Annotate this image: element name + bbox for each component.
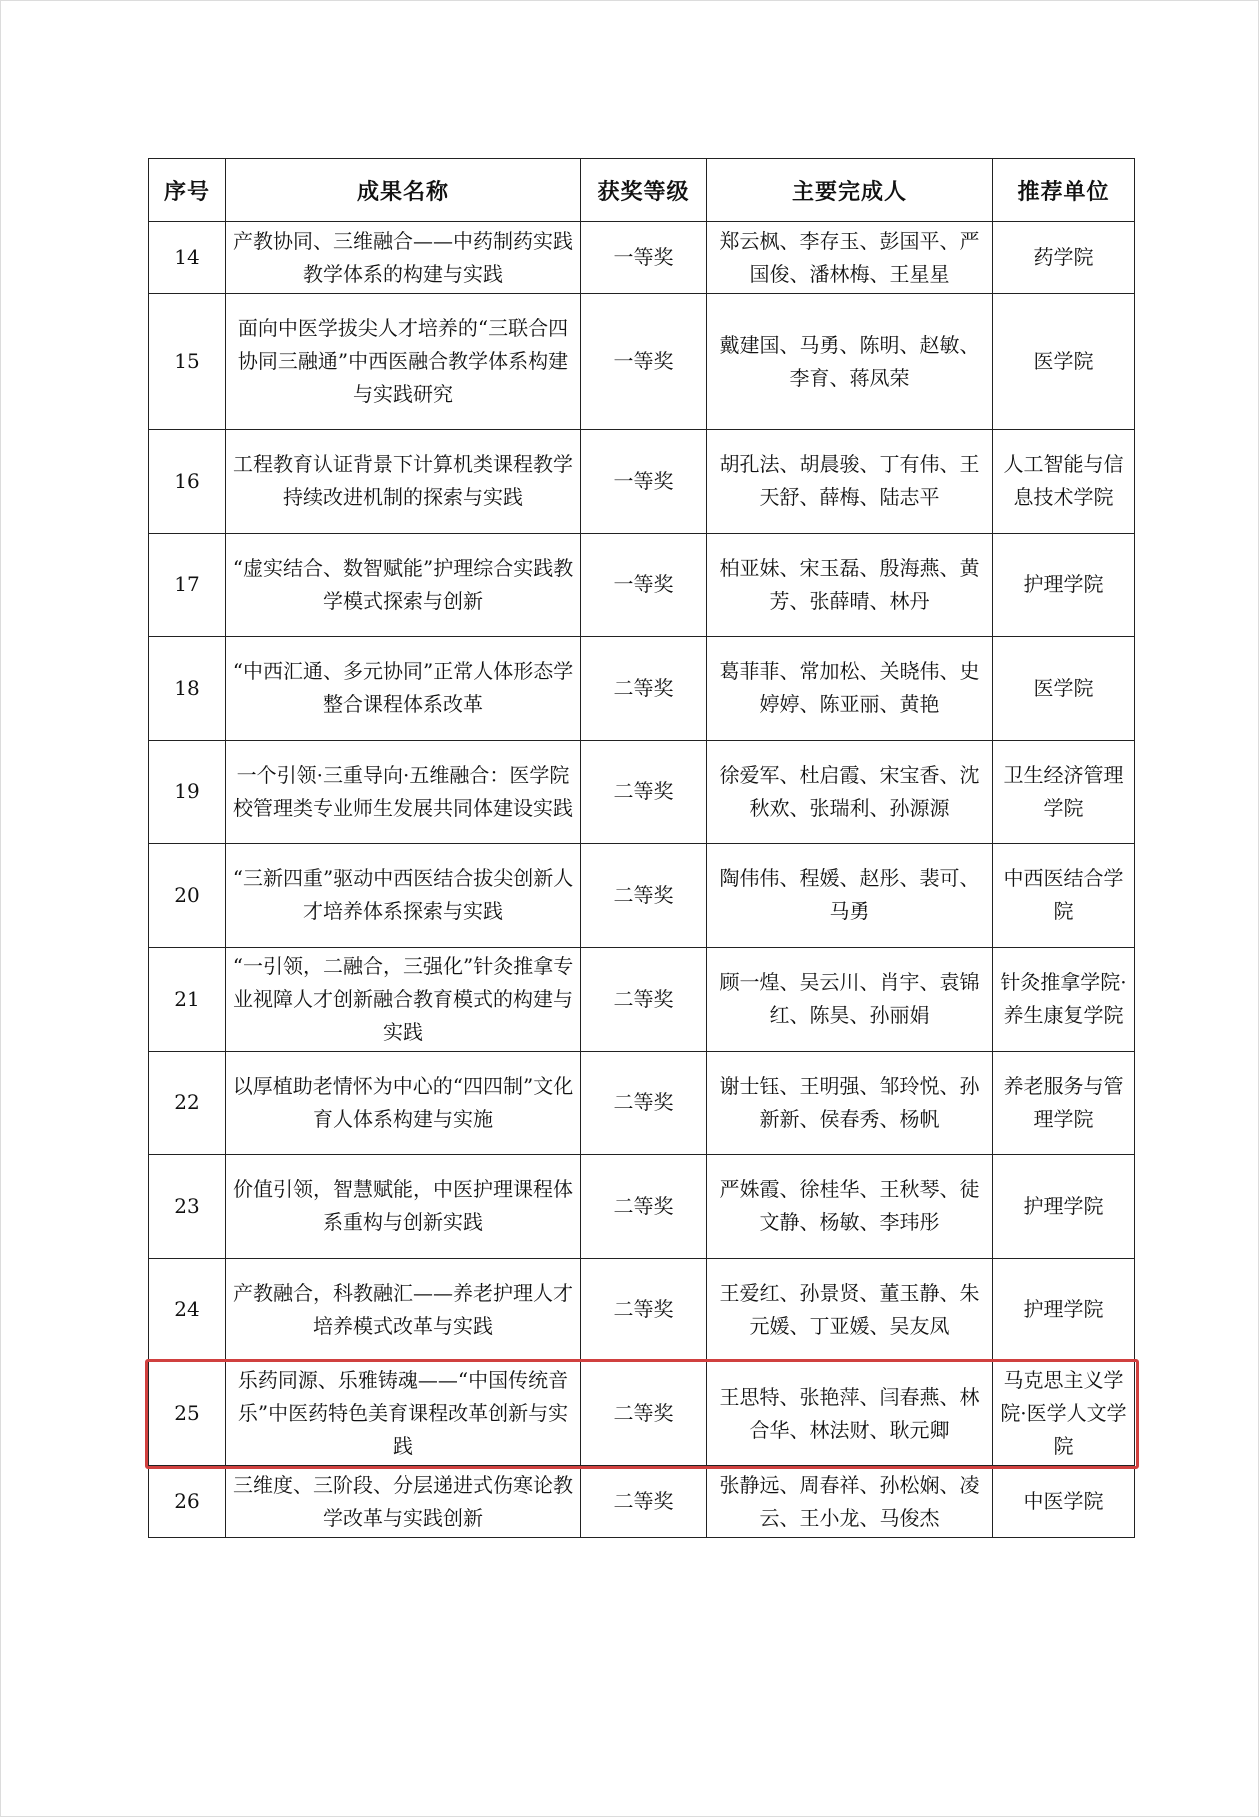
row-no: 18 (149, 637, 226, 741)
row-people: 柏亚妹、宋玉磊、殷海燕、黄芳、张薛晴、林丹 (707, 533, 993, 637)
table-row (149, 430, 1135, 534)
row-no: 21 (149, 947, 226, 1051)
row-unit: 护理学院 (993, 1155, 1135, 1259)
row-no: 16 (149, 430, 226, 534)
table-row (149, 1466, 1135, 1538)
row-no: 20 (149, 844, 226, 948)
row-no: 23 (149, 1155, 226, 1259)
row-no: 19 (149, 740, 226, 844)
row-unit: 人工智能与信息技术学院 (993, 430, 1135, 534)
row-unit: 中医学院 (993, 1466, 1135, 1538)
row-people: 徐爱军、杜启霞、宋宝香、沈秋欢、张瑞利、孙源源 (707, 740, 993, 844)
row-people: 郑云枫、李存玉、彭国平、严国俊、潘林梅、王星星 (707, 222, 993, 294)
row-name: 工程教育认证背景下计算机类课程教学持续改进机制的探索与实践 (226, 430, 581, 534)
header-people: 主要完成人 (707, 159, 993, 222)
row-level: 二等奖 (581, 1258, 707, 1362)
row-name: 产教协同、三维融合——中药制药实践教学体系的构建与实践 (226, 222, 581, 294)
row-people: 顾一煌、吴云川、肖宇、袁锦红、陈昊、孙丽娟 (707, 947, 993, 1051)
table-row (149, 294, 1135, 430)
row-no: 24 (149, 1258, 226, 1362)
table-row (149, 1155, 1135, 1259)
row-level: 二等奖 (581, 1051, 707, 1155)
row-name: 面向中医学拔尖人才培养的“三联合四协同三融通”中西医融合教学体系构建与实践研究 (226, 294, 581, 430)
row-unit: 养老服务与管理学院 (993, 1051, 1135, 1155)
row-unit: 卫生经济管理学院 (993, 740, 1135, 844)
row-no: 17 (149, 533, 226, 637)
table-row (149, 947, 1135, 1051)
table-row (149, 533, 1135, 637)
header-unit: 推荐单位 (993, 159, 1135, 222)
header-name: 成果名称 (226, 159, 581, 222)
row-unit: 护理学院 (993, 1258, 1135, 1362)
row-no: 14 (149, 222, 226, 294)
row-unit: 医学院 (993, 294, 1135, 430)
row-name: 产教融合，科教融汇——养老护理人才培养模式改革与实践 (226, 1258, 581, 1362)
row-people: 谢士钰、王明强、邹玲悦、孙新新、侯春秀、杨帆 (707, 1051, 993, 1155)
row-people: 王思特、张艳萍、闫春燕、林合华、林法财、耿元卿 (707, 1362, 993, 1466)
row-name: 价值引领，智慧赋能，中医护理课程体系重构与创新实践 (226, 1155, 581, 1259)
table-row (149, 637, 1135, 741)
row-people: 葛菲菲、常加松、关晓伟、史婷婷、陈亚丽、黄艳 (707, 637, 993, 741)
row-level: 二等奖 (581, 637, 707, 741)
row-unit: 医学院 (993, 637, 1135, 741)
table-row (149, 1051, 1135, 1155)
row-people: 戴建国、马勇、陈明、赵敏、李育、蒋凤荣 (707, 294, 993, 430)
row-name: 一个引领·三重导向·五维融合：医学院校管理类专业师生发展共同体建设实践 (226, 740, 581, 844)
row-level: 二等奖 (581, 947, 707, 1051)
row-name: “一引领，二融合，三强化”针灸推拿专业视障人才创新融合教育模式的构建与实践 (226, 947, 581, 1051)
awards-table (148, 158, 1135, 1538)
row-name: “三新四重”驱动中西医结合拔尖创新人才培养体系探索与实践 (226, 844, 581, 948)
header-level: 获奖等级 (581, 159, 707, 222)
row-no: 22 (149, 1051, 226, 1155)
row-no: 25 (149, 1362, 226, 1466)
row-level: 一等奖 (581, 533, 707, 637)
row-name: 乐药同源、乐雅铸魂——“中国传统音乐”中医药特色美育课程改革创新与实践 (226, 1362, 581, 1466)
row-no: 15 (149, 294, 226, 430)
row-level: 一等奖 (581, 294, 707, 430)
table-row (149, 222, 1135, 294)
row-people: 胡孔法、胡晨骏、丁有伟、王天舒、薛梅、陆志平 (707, 430, 993, 534)
table-header-row (149, 159, 1135, 222)
row-name: “中西汇通、多元协同”正常人体形态学整合课程体系改革 (226, 637, 581, 741)
row-level: 二等奖 (581, 740, 707, 844)
row-level: 一等奖 (581, 430, 707, 534)
row-name: “虚实结合、数智赋能”护理综合实践教学模式探索与创新 (226, 533, 581, 637)
table-row (149, 844, 1135, 948)
row-unit: 药学院 (993, 222, 1135, 294)
row-no: 26 (149, 1466, 226, 1538)
row-people: 王爱红、孙景贤、董玉静、朱元媛、丁亚媛、吴友凤 (707, 1258, 993, 1362)
row-name: 以厚植助老情怀为中心的“四四制”文化育人体系构建与实施 (226, 1051, 581, 1155)
row-unit: 护理学院 (993, 533, 1135, 637)
row-people: 严姝霞、徐桂华、王秋琴、徒文静、杨敏、李玮彤 (707, 1155, 993, 1259)
row-unit: 马克思主义学院·医学人文学院 (993, 1362, 1135, 1466)
row-level: 二等奖 (581, 1155, 707, 1259)
row-unit: 中西医结合学院 (993, 844, 1135, 948)
row-level: 二等奖 (581, 844, 707, 948)
header-no: 序号 (149, 159, 226, 222)
row-level: 二等奖 (581, 1362, 707, 1466)
table-row-highlighted (149, 1362, 1135, 1466)
table-row (149, 1258, 1135, 1362)
table-row (149, 740, 1135, 844)
row-people: 陶伟伟、程媛、赵彤、裴可、马勇 (707, 844, 993, 948)
row-level: 二等奖 (581, 1466, 707, 1538)
row-unit: 针灸推拿学院·养生康复学院 (993, 947, 1135, 1051)
row-people: 张静远、周春祥、孙松娴、凌云、王小龙、马俊杰 (707, 1466, 993, 1538)
row-name: 三维度、三阶段、分层递进式伤寒论教学改革与实践创新 (226, 1466, 581, 1538)
row-level: 一等奖 (581, 222, 707, 294)
